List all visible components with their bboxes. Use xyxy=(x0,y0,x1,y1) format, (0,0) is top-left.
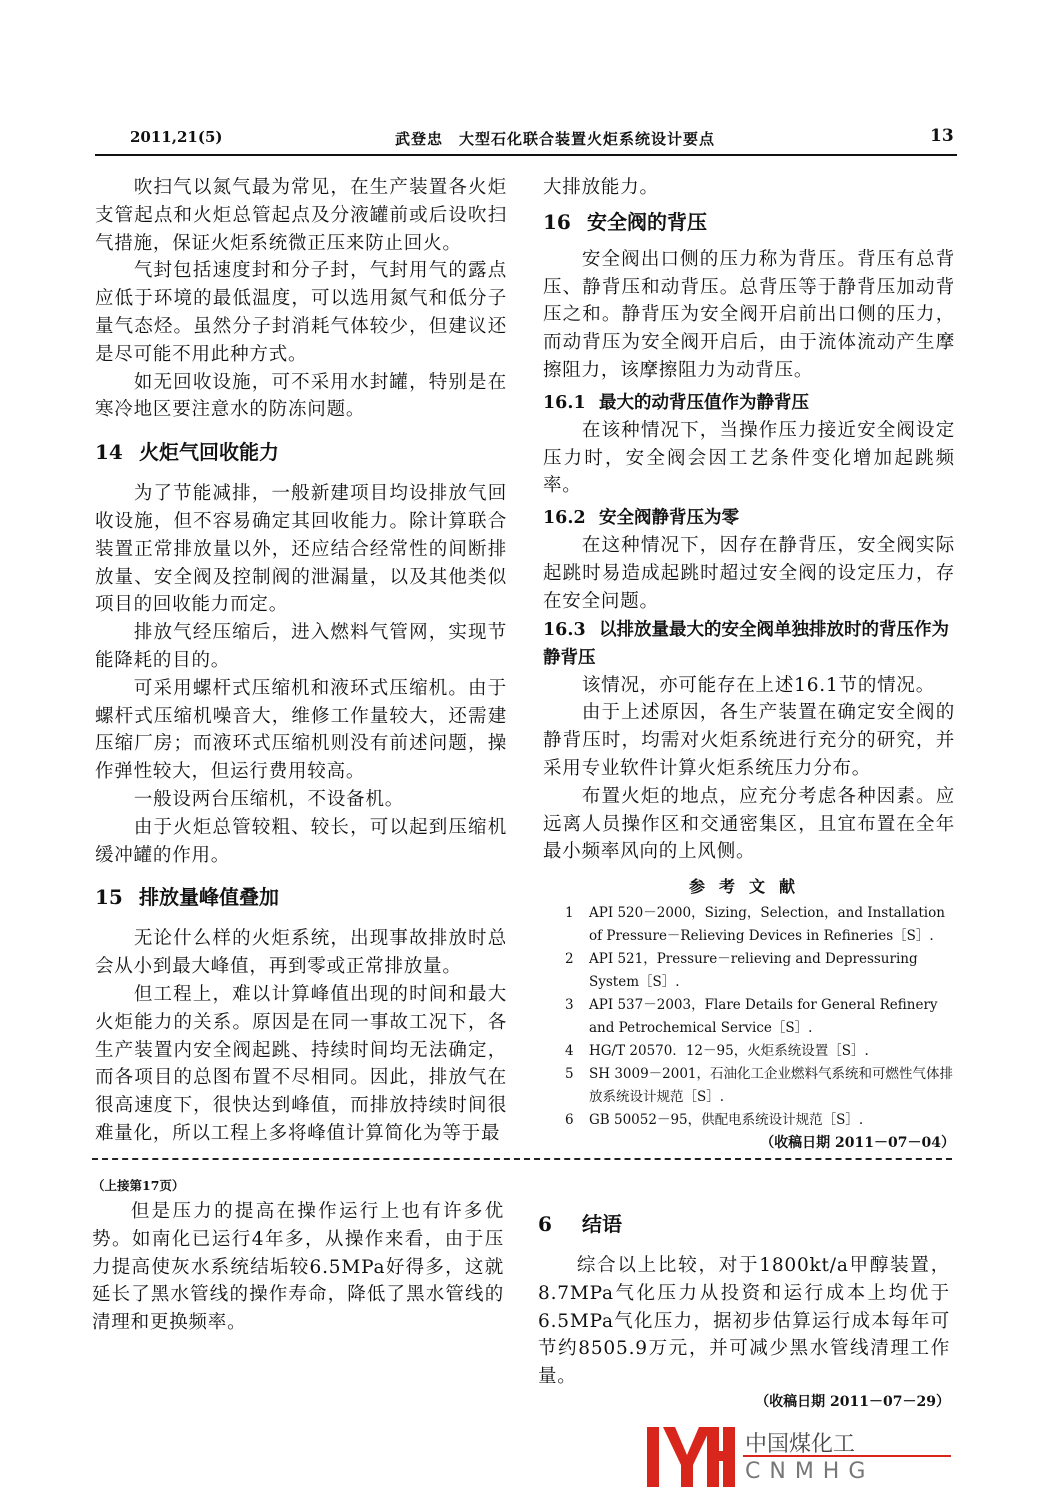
left-column xyxy=(95,174,507,1148)
references-title: 参考文献 xyxy=(688,877,809,897)
reference-text: API 537－2003，Flare Details for General Refinery and Petrochemical Service［S］. xyxy=(589,997,938,1037)
reference-number: 2 xyxy=(565,951,574,968)
page-number: 13 xyxy=(930,126,954,146)
received-date: （收稿日期 2011－07－04） xyxy=(760,1135,955,1152)
watermark-en: CNMHG xyxy=(745,1459,875,1484)
reference-text: SH 3009－2001，石油化工企业燃料气系统和可燃性气体排放系统设计规范［S］. xyxy=(589,1066,954,1106)
paragraph: 为了节能减排，一般新建项目均设排放气回收设施，但不容易确定其回收能力。除计算联合装置正常排放量以外，还应结合经常性的间断排放量、安全阀及控制阀的泄漏量，以及其他类似项目的回收能力而定。 xyxy=(95,483,507,616)
reference-number: 1 xyxy=(565,905,574,922)
paragraph: 在该种情况下，当操作压力接近安全阀设定压力时，安全阀会因工艺条件变化增加起跳频率。 xyxy=(543,419,955,497)
paragraph: 安全阀出口侧的压力称为背压。背压有总背压、静背压和动背压。总背压等于静背压加动背压之和。静背压为安全阀开启前出口侧的压力，而动背压为安全阀开启后，由于流体流动产生摩擦阻力，该摩擦阻力为动背压。 xyxy=(543,248,955,381)
watermark-logo xyxy=(645,1425,955,1490)
reference-item xyxy=(543,948,955,994)
reference-text: GB 50052－95，供配电系统设计规范［S］. xyxy=(589,1112,864,1129)
continued-article-left xyxy=(92,1176,504,1337)
paragraph: 可采用螺杆式压缩机和液环式压缩机。由于螺杆式压缩机噪音大，维修工作量较大，还需建压缩厂房；而液环式压缩机则没有前述问题，操作弹性较大，但运行费用较高。 xyxy=(95,677,507,783)
reference-item xyxy=(543,1063,955,1109)
section-heading-15: 15 排放量峰值叠加 xyxy=(95,885,279,910)
reference-text: API 521，Pressure－relieving and Depressuring System［S］. xyxy=(589,951,918,991)
reference-list xyxy=(543,902,955,1132)
paragraph: 气封包括速度封和分子封，气封用气的露点应低于环境的最低温度，可以选用氮气和低分子量气态烃。虽然分子封消耗气体较少，但建议还是尽可能不用此种方式。 xyxy=(95,260,507,365)
paragraph: 排放气经压缩后，进入燃料气管网，实现节能降耗的目的。 xyxy=(95,622,507,671)
paragraph: 吹扫气以氮气最为常见，在生产装置各火炬支管起点和火炬总管起点及分液罐前或后设吹扫气措施，保证火炬系统微正压来防止回火。 xyxy=(95,177,507,254)
paragraph: 一般设两台压缩机，不设备机。 xyxy=(133,788,405,810)
header-rule xyxy=(95,154,957,156)
paragraph: 该情况，亦可能存在上述16.1节的情况。 xyxy=(581,674,936,696)
reference-item xyxy=(543,1109,955,1132)
reference-number: 4 xyxy=(565,1043,574,1060)
paragraph: 但工程上，难以计算峰值出现的时间和最大火炬能力的关系。原因是在同一事故工况下，各生产装置内安全阀起跳、持续时间均无法确定，而各项目的总图布置不尽相同。因此，排放气在很高速度下，很快达到峰值，而排放持续时间很难量化，所以工程上多将峰值计算简化为等于最 xyxy=(95,983,507,1144)
received-date: （收稿日期 2011－07－29） xyxy=(755,1393,950,1410)
continued-from-note: （上接第17页） xyxy=(92,1178,185,1193)
reference-text: API 520－2000，Sizing，Selection，and Installation of Pressure－Relieving Devices in Refineries［S］. xyxy=(589,905,945,945)
running-title: 武登忠 大型石化联合装置火炬系统设计要点 xyxy=(395,130,716,148)
continued-article-right xyxy=(538,1210,950,1411)
reference-number: 6 xyxy=(565,1112,574,1129)
paragraph: 综合以上比较，对于1800kt/a甲醇装置，8.7MPa气化压力从投资和运行成本上均优于6.5MPa气化压力，据初步估算运行成本每年可节约8505.9万元，并可减少黑水管线清理工作量。 xyxy=(538,1255,950,1388)
paragraph: 在这种情况下，因存在静背压，安全阀实际起跳时易造成起跳时超过安全阀的设定压力，存在安全问题。 xyxy=(543,535,955,612)
section-heading-16: 16 安全阀的背压 xyxy=(543,209,707,234)
section-heading-6: 6 结语 xyxy=(538,1212,622,1236)
paragraph: 由于上述原因，各生产装置在确定安全阀的静背压时，均需对火炬系统进行充分的研究，并采用专业软件计算火炬系统压力分布。 xyxy=(543,702,955,779)
paragraph: 如无回收设施，可不采用水封罐，特别是在寒冷地区要注意水的防冻问题。 xyxy=(95,371,507,421)
subsection-heading-16-1: 16.1 最大的动背压值作为静背压 xyxy=(543,392,809,413)
paragraph: 由于火炬总管较粗、较长，可以起到压缩机缓冲罐的作用。 xyxy=(95,816,507,866)
paragraph: 大排放能力。 xyxy=(543,177,659,198)
watermark-cn: 中国煤化工 xyxy=(745,1432,856,1457)
section-heading-14: 14 火炬气回收能力 xyxy=(95,440,279,465)
right-column xyxy=(543,174,955,1152)
paragraph: 布置火炬的地点，应充分考虑各种因素。应远离人员操作区和交通密集区，且宜布置在全年最小频率风向的上风侧。 xyxy=(543,785,955,863)
reference-number: 3 xyxy=(565,997,574,1014)
reference-item xyxy=(543,902,955,948)
paragraph: 无论什么样的火炬系统，出现事故排放时总会从小到最大峰值，再到零或正常排放量。 xyxy=(95,928,507,978)
reference-item xyxy=(543,1040,955,1063)
subsection-heading-16-2: 16.2 安全阀静背压为零 xyxy=(543,508,739,529)
reference-text: HG/T 20570．12－95，火炬系统设置［S］. xyxy=(589,1043,869,1060)
section-divider xyxy=(92,1158,952,1160)
reference-item xyxy=(543,994,955,1040)
issue-info: 2011,21(5) xyxy=(130,128,223,146)
subsection-heading-16-3: 16.3 以排放量最大的安全阀单独排放时的背压作为静背压 xyxy=(543,619,949,668)
paragraph: 但是压力的提高在操作运行上也有许多优势。如南化已运行4年多，从操作来看，由于压力提高使灰水系统结垢较6.5MPa好得多，这就延长了黑水管线的操作寿命，降低了黑水管线的清理和更换频率。 xyxy=(92,1201,504,1334)
reference-number: 5 xyxy=(565,1066,574,1083)
